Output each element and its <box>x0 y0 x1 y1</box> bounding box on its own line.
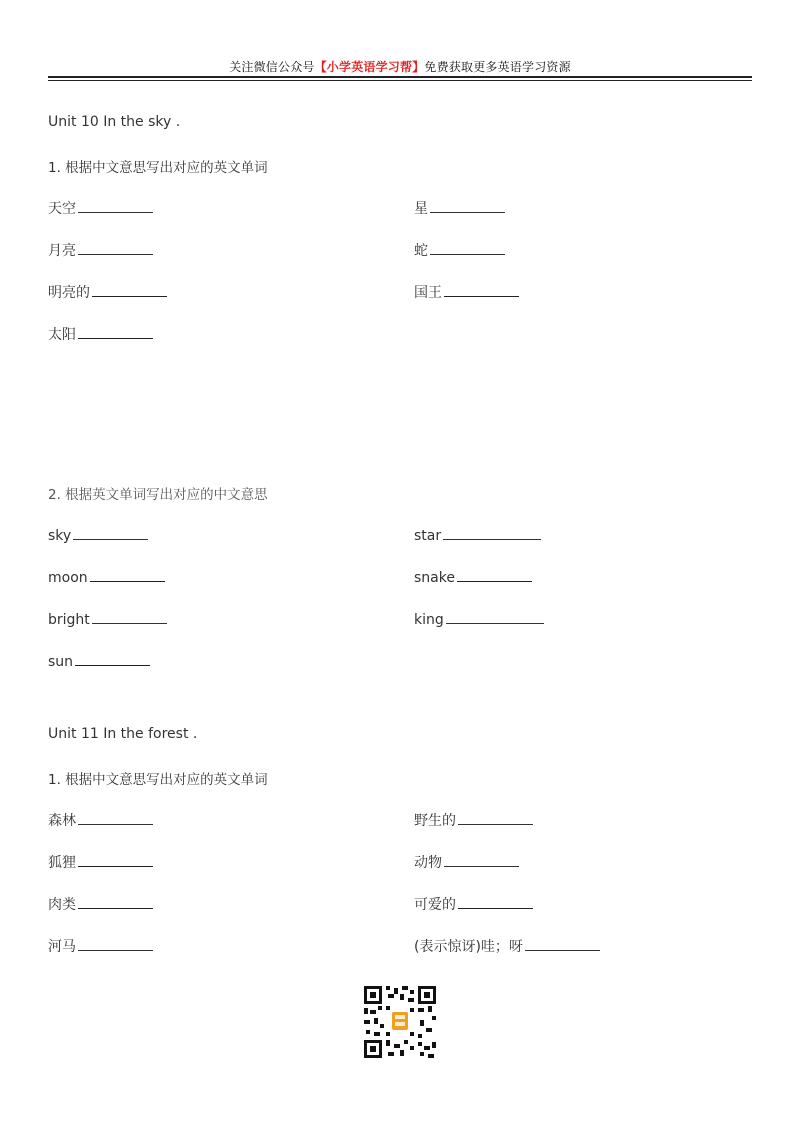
header-rule-thin <box>48 80 752 81</box>
item-label: 蛇 <box>414 243 428 259</box>
unit10-p1-item <box>414 282 519 302</box>
unit11-p1-item <box>48 810 153 830</box>
answer-blank[interactable] <box>444 852 519 867</box>
unit11-title: Unit 11 In the forest . <box>48 726 198 742</box>
unit11-p1-item <box>414 810 533 830</box>
header-highlight: 【小学英语学习帮】 <box>314 60 425 74</box>
answer-blank[interactable] <box>430 198 505 213</box>
unit10-p1-item <box>414 198 505 218</box>
unit10-p2-item <box>414 567 532 586</box>
answer-blank[interactable] <box>75 651 150 666</box>
answer-blank[interactable] <box>444 282 519 297</box>
unit10-p1-item <box>48 324 153 344</box>
unit10-part2-instruction: 2. 根据英文单词写出对应的中文意思 <box>48 487 268 503</box>
answer-blank[interactable] <box>92 609 167 624</box>
item-label: snake <box>414 570 455 586</box>
answer-blank[interactable] <box>458 894 533 909</box>
unit10-p1-item <box>48 198 153 218</box>
answer-blank[interactable] <box>446 609 544 624</box>
item-label: 明亮的 <box>48 285 90 301</box>
item-label: moon <box>48 570 88 586</box>
item-label: sky <box>48 528 72 544</box>
item-label: 星 <box>414 201 428 217</box>
unit10-p2-item <box>48 651 150 670</box>
item-label: 月亮 <box>48 243 76 259</box>
qr-code-icon[interactable] <box>362 984 438 1060</box>
answer-blank[interactable] <box>525 936 600 951</box>
answer-blank[interactable] <box>458 810 533 825</box>
item-label: 国王 <box>414 285 442 301</box>
answer-blank[interactable] <box>443 525 541 540</box>
item-label: 肉类 <box>48 897 76 913</box>
unit11-p1-item <box>48 894 153 914</box>
item-label: (表示惊讶)哇；呀 <box>414 939 523 955</box>
answer-blank[interactable] <box>90 567 165 582</box>
unit10-p1-item <box>414 240 505 260</box>
unit10-p1-item <box>48 282 167 302</box>
answer-blank[interactable] <box>78 936 153 951</box>
unit10-p2-item <box>414 525 541 544</box>
item-label: 天空 <box>48 201 76 217</box>
unit10-p2-item <box>48 567 165 586</box>
item-label: 狐狸 <box>48 855 76 871</box>
unit10-p2-item <box>48 609 167 628</box>
item-label: sun <box>48 654 74 670</box>
unit11-p1-item <box>414 894 533 914</box>
header-rule <box>48 76 752 78</box>
unit11-p1-item <box>48 936 153 956</box>
unit10-p2-item <box>48 525 148 544</box>
header-suffix: 免费获取更多英语学习资源 <box>424 60 571 74</box>
item-label: 河马 <box>48 939 76 955</box>
unit10-p1-item <box>48 240 153 260</box>
unit11-part1-instruction: 1. 根据中文意思写出对应的英文单词 <box>48 772 268 788</box>
item-label: 太阳 <box>48 327 76 343</box>
answer-blank[interactable] <box>73 525 148 540</box>
unit11-p1-item <box>414 852 519 872</box>
answer-blank[interactable] <box>78 852 153 867</box>
item-label: star <box>414 528 442 544</box>
unit10-part1-instruction: 1. 根据中文意思写出对应的英文单词 <box>48 160 268 176</box>
item-label: bright <box>48 612 90 628</box>
answer-blank[interactable] <box>78 240 153 255</box>
unit11-p1-item <box>414 936 600 956</box>
item-label: king <box>414 612 444 628</box>
answer-blank[interactable] <box>78 198 153 213</box>
item-label: 野生的 <box>414 813 456 829</box>
answer-blank[interactable] <box>78 810 153 825</box>
answer-blank[interactable] <box>457 567 532 582</box>
item-label: 森林 <box>48 813 76 829</box>
item-label: 可爱的 <box>414 897 456 913</box>
answer-blank[interactable] <box>78 894 153 909</box>
unit11-p1-item <box>48 852 153 872</box>
answer-blank[interactable] <box>92 282 167 297</box>
answer-blank[interactable] <box>78 324 153 339</box>
page-header <box>48 58 752 75</box>
unit10-title: Unit 10 In the sky . <box>48 114 181 130</box>
unit10-p2-item <box>414 609 544 628</box>
answer-blank[interactable] <box>430 240 505 255</box>
header-prefix: 关注微信公众号 <box>229 60 315 74</box>
item-label: 动物 <box>414 855 442 871</box>
